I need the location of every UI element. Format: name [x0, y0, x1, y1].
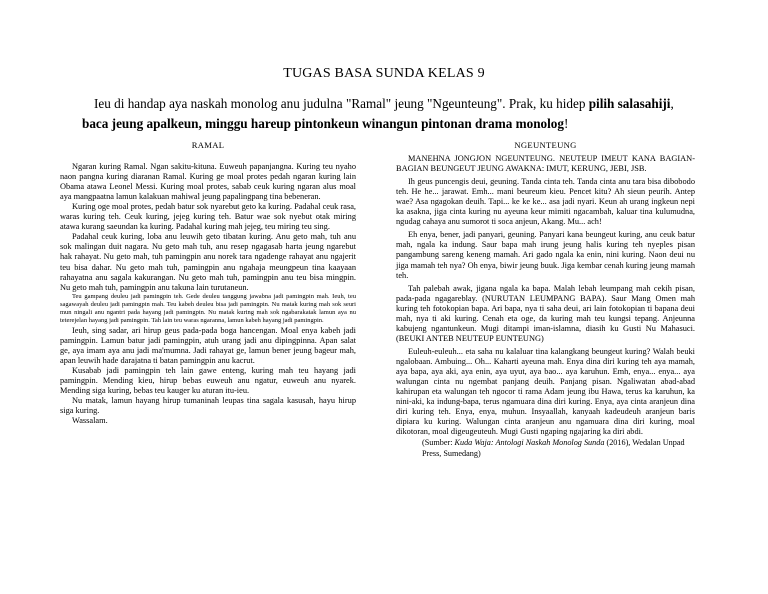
source-citation: [396, 437, 695, 459]
source-prefix: (Sumber:: [422, 438, 455, 448]
ramal-paragraph: Padahal ceuk kuring, loba anu leuwih geto tibatan kuring. Anu geto mah, tuh anu sok malingan duit nagara. Nu geto mah tuh, anu resep ngagasab harta jeung ngarebut hak rahayat. Nu geto mah, tuh pamingpin anu norek tara ngadenge rahayat anu ngajerit teu bisa dahar. Nu geto mah tuh, pamingpin anu ngahaja meungpeun tina kaayaan rahayatna anu sagala kakurangan. Nu geto mah tuh, pamingpin anu teu bisa mingpin. Nu geto mah tuh, pamingpin anu takuna lain turutaneun.: [60, 232, 356, 292]
ramal-paragraph: Ngaran kuring Ramal. Ngan sakitu-kituna. Euweuh papanjangna. Kuring teu nyaho naon pangna kuring diaranan Ramal. Kuring ge moal protes pedah ngaran kuring lain Obama atawa Leonel Messi. Kuring moal protes, sabab ceuk kuring ngaran alus moal aya mangpaatna lamun kalakuan mahiwal jeung papalingpang tina bebeneran.: [60, 162, 356, 202]
ramal-paragraph: Nu matak, lamun hayang hirup tumaninah leupas tina sagala kasusah, hayu hirup siga kuring.: [60, 395, 356, 416]
instruction-bold-read: baca jeung apalkeun, minggu hareup pintonkeun winangun pintonan drama monolog: [82, 116, 564, 131]
ramal-paragraph: Ieuh, sing sadar, ari hirup geus pada-pada boga hancengan. Moal enya kabeh jadi pamingpin. Lamun batur jadi pamingpin, atuh urang jadi anu dipingpinna. Apan salat ge, aya imam aya anu jadi ma'mumna. Jadi rahayat ge, lamun bener jeung bageur mah, apan leuwih hade darajatna ti batan pamingpin anu kacrut.: [60, 325, 356, 365]
ngeunteung-stage-direction: MANEHNA JONGJON NGEUNTEUNG. NEUTEUP IMEUT KANA BAGIAN-BAGIAN BEUNGEUT JEUNG AWAKNA: IMUT, KERUNG, JEBI, JSB.: [396, 154, 695, 174]
source-suffix: (2016), Wedalan Unpad Press, Sumedang): [422, 438, 685, 459]
ramal-heading: RAMAL: [191, 140, 225, 150]
ramal-paragraph: Kusabab jadi pamingpin teh lain gawe enteng, kuring mah teu hayang jadi pamingpin. Mending kieu, hirup bebas euweuh anu ngatur, euweuh anu nyarek. Mending siga kuring, bebas teu kauger ku aturan itu-ieu.: [60, 365, 356, 395]
ramal-paragraph: Kuring oge moal protes, pedah batur sok nyarebut geto ka kuring. Padahal ceuk rasa, waras kuring teh. Ceuk kuring, jejeg kuring teh. Batur wae sok nyebut otak miring atawa kurang saeundan ka kuring. Padahal kuring mah jejeg, teu miring teu sing.: [60, 202, 356, 232]
ngeunteung-paragraph: Ih geus puncengis deui, geuning. Tanda cinta teh. Tanda cinta anu tara bisa dibobodo teh. He he... jarawat. Emh... mani beureum kieu. Pencet kitu? Ah sieun peurih. Antep wae? Asa ngagokan deuih. Tapi... ke ke ke... asa jadi nyari. Keun ah urang ingkeun nepi ka asakna, jiga cinta kuring nu ayeuna keur mimiti ngacambah, kaluar tina kulumudna, ngudag cahaya anu sumorot ti soca anjeun, Akang. Mu... ach!: [396, 177, 695, 227]
ramal-closing: Wassalam.: [72, 416, 108, 426]
instruction-text: ,: [670, 96, 674, 111]
ngeunteung-paragraph: Eh enya, bener, jadi panyari, geuning. Panyari kana beungeut kuring, anu ceuk batur mah, ngala ka indung. Saur bapa mah irung jeung halis kuring teh nyeples pisan pangambung sareng keneng mamah. Ari gado ngala ka enin, nini kuring. Naon deui nu jiga mamah teh nya? Oh enya, biwir jeung buuk. Jiga kembar cenah kuring jeung mamah teh.: [396, 230, 695, 280]
ngeunteung-paragraph: Euleuh-euleuh... eta saha nu kalaluar tina kalangkang beungeut kuring? Walah beuki ngalobaan. Ambuing... Oh... Kaharti ayeuna mah. Enya dina diri kuring teh aya mamah, aya bapa, aya aki, aya enin, aya uyut, aya bao... aya karuhun. Emh, enya... enya... aya walungan cinta nu ngembat panjang deuih. Panjang pisan. Ngaliwatan abad-abad kahirupan eta walungan teh ngocor ti rama Adam jeung ibu Hawa, terus ka karuhun, ka nini-aki, ka indung-bapa, terus ngamuara dina diri kuring. Enya, aya cinta aranjeun dina diri kuring teh. Enya, enya, muhun. Insyaallah, kanyaah kadeudeuh aranjeun baris dipiara ku kuring. Walungan cinta aranjeun anu ngamuara dina diri kuring, moal dikotoran, moal digeugeuteuh. Mugi Gusti ngaping ngajaring ka diri abdi.: [396, 346, 695, 437]
ngeunteung-column: [396, 140, 695, 459]
instruction-bold-choose: pilih salasahiji: [588, 96, 671, 111]
instruction-text: Ieu di handap aya naskah monolog anu judulna "Ramal" jeung "Ngeunteung". Prak, ku hidep: [94, 96, 589, 111]
ngeunteung-paragraph: Tah palebah awak, jiganа ngala ka bapa. Malah lebah leumpang mah cekih pisan, pada-pada ngagareblay. (NURUTAN LEUMPANG BAPA). Saur Mang Omen mah kuring teh fotokopian bapa. Ari bapa, nya ti saha deui, ari lain fotokopian ti bapana deui mah, nya ti aki kuring. Cenah eta oge, da kuring mah teu kungsi tepang. Anjeunna kabujeng ngantunkeun. Mugi ditampi iman-islamna, diasih ku Gusti Nu Mahasuci. (BEUKI ANTEB NEUTEUP EUNTEUNG): [396, 283, 695, 343]
ramal-column: [60, 140, 356, 426]
instruction-text: !: [563, 116, 569, 131]
ngeunteung-heading: NGEUNTEUNG: [514, 140, 577, 150]
page-title: TUGAS BASA SUNDA KELAS 9: [283, 66, 485, 81]
instruction-paragraph: [82, 94, 688, 134]
ramal-small-paragraph: Teu gampang deuleu jadi pamingpin teh. Gede deuleu tanggung jawabna jadi pamingpin mah. Ieuh, teu sagawayah deuleu jadi pamingpin mah. Teu kabeh deuleu bisa jadi pamingpin. Nu matak kuring mah sok seuri mun ningali anu ngantri pada hayang jadi pamingpin. Nu matak kuring mah sok ngabarakatak lamun aya nu teterejelan hayang jadi pamingpin. Tah lain teu waras ngaranna, lamun kabeh hayang jadi pamingpin.: [60, 292, 356, 325]
source-title: Kuda Waja: Antologi Naskah Monolog Sunda: [454, 438, 605, 448]
